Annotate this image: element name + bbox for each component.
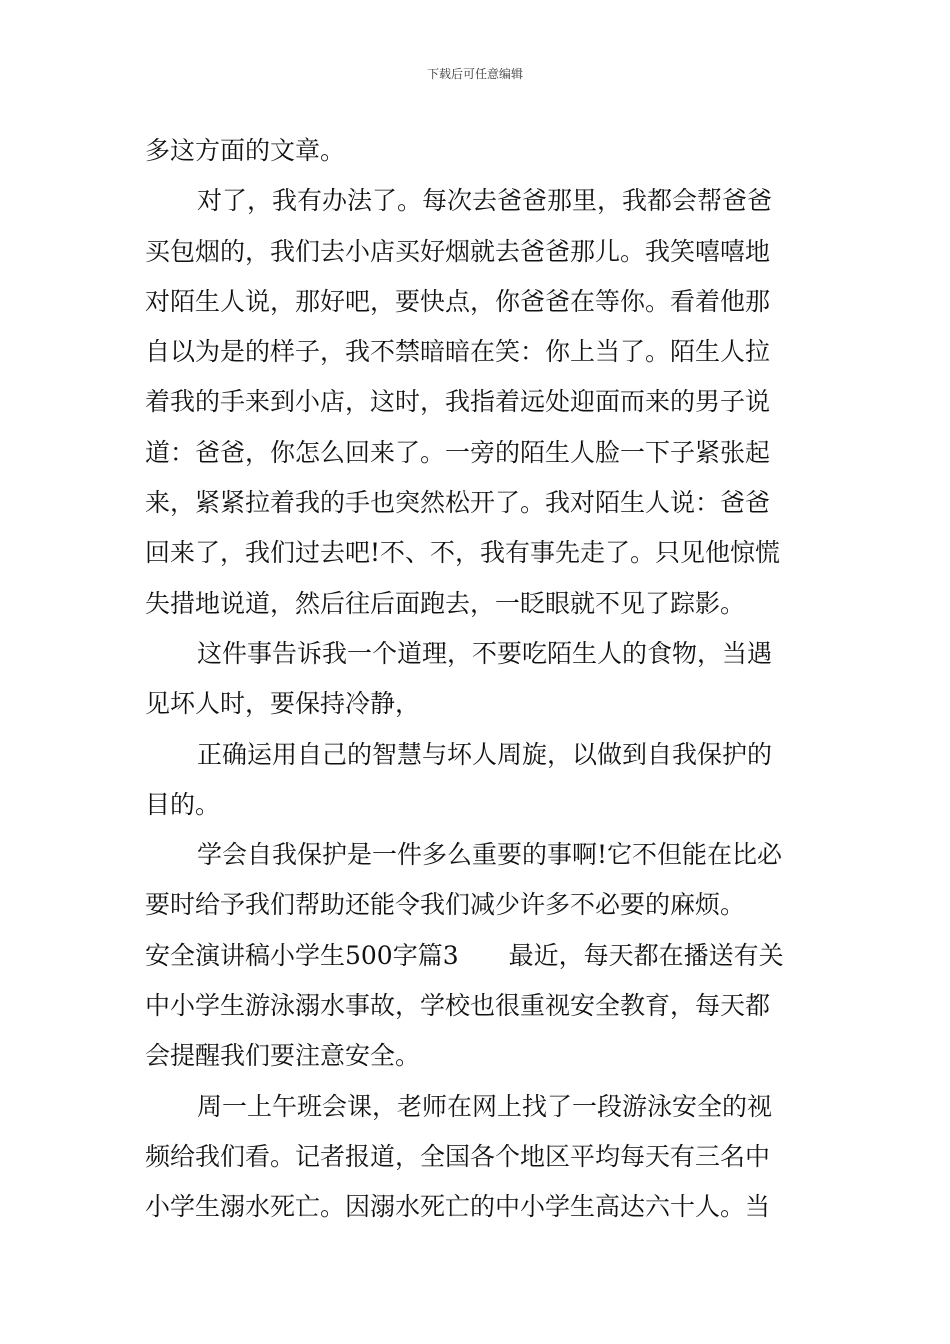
text-line: 道：爸爸，你怎么回来了。一旁的陌生人脸一下子紧张起 (145, 437, 771, 467)
text-line: 买包烟的，我们去小店买好烟就去爸爸那儿。我笑嘻嘻地 (145, 236, 771, 266)
text-line: 频给我们看。记者报道，全国各个地区平均每天有三名中 (145, 1141, 771, 1171)
page-header: 下载后可任意编辑 (426, 67, 523, 81)
text-line: 会提醒我们要注意安全。 (145, 1041, 421, 1071)
text-line: 小学生溺水死亡。因溺水死亡的中小学生高达六十人。当 (145, 1192, 771, 1222)
text-line: 对了，我有办法了。每次去爸爸那里，我都会帮爸爸 (197, 186, 773, 216)
text-line: 多这方面的文章。 (145, 136, 346, 165)
text-line: 正确运用自己的智慧与坏人周旋，以做到自我保护的 (197, 739, 773, 769)
text-line: 这件事告诉我一个道理，不要吃陌生人的食物，当遇 (197, 638, 773, 668)
text-line: 见坏人时，要保持冷静， (145, 689, 421, 719)
text-line: 失措地说道，然后往后面跑去，一眨眼就不见了踪影。 (145, 588, 746, 618)
text-line: 回来了，我们过去吧!不、不，我有事先走了。只见他惊慌 (145, 538, 781, 568)
text-line: 周一上午班会课，老师在网上找了一段游泳安全的视 (197, 1091, 773, 1121)
text-line: 自以为是的样子，我不禁暗暗在笑：你上当了。陌生人拉 (145, 337, 771, 367)
text-line: 对陌生人说，那好吧，要快点，你爸爸在等你。看着他那 (145, 286, 771, 316)
text-line: 学会自我保护是一件多么重要的事啊!它不但能在比必 (197, 840, 783, 870)
text-line: 来，紧紧拉着我的手也突然松开了。我对陌生人说：爸爸 (145, 488, 771, 518)
text-line: 着我的手来到小店，这时，我指着远处迎面而来的男子说 (145, 387, 771, 417)
text-line: 目的。 (145, 789, 221, 819)
document-body (145, 126, 807, 1233)
text-line: 中小学生游泳溺水事故，学校也很重视安全教育，每天都 (145, 991, 771, 1021)
text-line: 要时给予我们帮助还能令我们减少许多不必要的麻烦。 (145, 890, 746, 920)
section-heading-line: 安全演讲稿小学生500字篇3 最近，每天都在播送有关 (145, 940, 784, 970)
